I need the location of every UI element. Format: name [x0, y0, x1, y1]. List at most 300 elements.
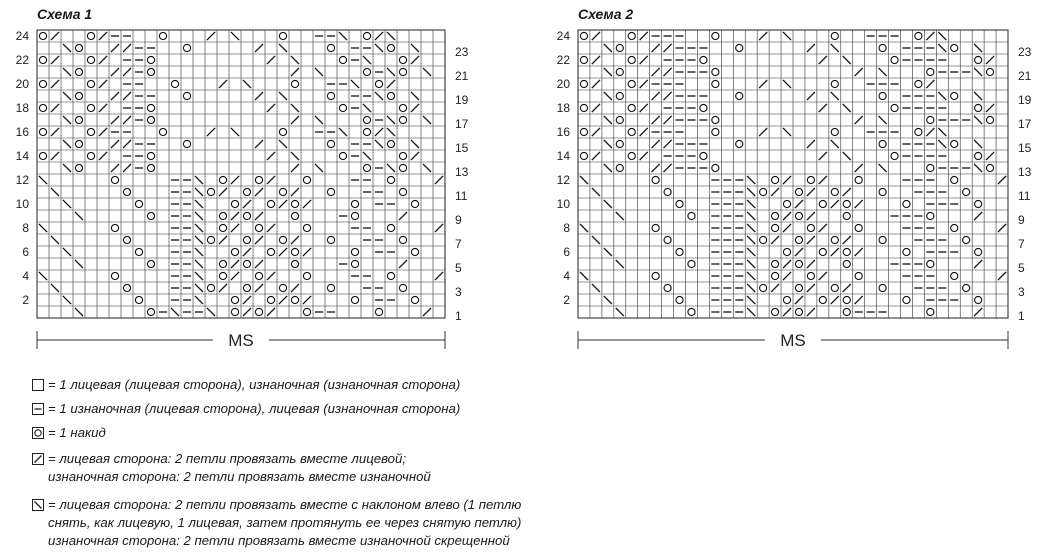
yarn-over-mark — [975, 152, 982, 159]
yarn-over-mark — [795, 284, 802, 291]
ssk-mark — [879, 68, 887, 76]
k2tog-mark — [592, 56, 600, 64]
yarn-over-mark — [843, 308, 850, 315]
k2tog-mark — [795, 296, 803, 304]
yarn-over-mark — [580, 32, 587, 39]
yarn-over-mark — [783, 200, 790, 207]
row-label-left: 14 — [556, 149, 570, 163]
ssk-mark — [783, 128, 791, 136]
row-label-right: 1 — [455, 309, 462, 323]
k2tog-mark — [855, 68, 863, 76]
ssk-mark — [831, 140, 839, 148]
row-label-right: 7 — [1018, 237, 1025, 251]
yarn-over-mark — [843, 212, 850, 219]
row-label-right: 5 — [455, 261, 462, 275]
yarn-over-mark — [831, 32, 838, 39]
repeat-label: MS — [228, 331, 254, 350]
k2tog-mark — [819, 152, 827, 160]
yarn-over-mark — [879, 44, 886, 51]
k2tog-mark — [795, 200, 803, 208]
ssk-mark — [580, 224, 588, 232]
k2tog-mark — [783, 272, 791, 280]
k2tog-mark — [819, 272, 827, 280]
k2tog-mark — [664, 116, 672, 124]
k2tog-mark — [986, 104, 994, 112]
knit-symbol-icon — [32, 379, 44, 391]
yarn-over-mark — [616, 140, 623, 147]
k2tog-mark — [807, 188, 815, 196]
row-label-right: 17 — [455, 117, 469, 131]
yarn-over-mark — [927, 164, 934, 171]
row-label-left: 6 — [22, 245, 29, 259]
ssk-mark — [747, 212, 755, 220]
row-label-left: 22 — [15, 53, 29, 67]
yarn-over-mark — [987, 68, 994, 75]
yarn-over-mark — [628, 128, 635, 135]
yarn-over-mark — [879, 188, 886, 195]
yarn-over-mark — [879, 140, 886, 147]
k2tog-mark — [998, 176, 1006, 184]
yarn-over-mark — [831, 128, 838, 135]
row-label-right: 5 — [1018, 261, 1025, 275]
yarn-over-mark — [580, 152, 587, 159]
yarn-over-mark — [772, 260, 779, 267]
k2tog-mark — [783, 176, 791, 184]
yarn-over-mark — [951, 176, 958, 183]
k2tog-mark — [640, 56, 648, 64]
yarn-over-mark — [927, 260, 934, 267]
row-label-left: 20 — [556, 77, 570, 91]
yarn-over-mark — [879, 92, 886, 99]
yarn-over-mark — [772, 212, 779, 219]
ssk-mark — [938, 44, 946, 52]
row-label-left: 6 — [563, 245, 570, 259]
legend-ssk-line-3: изнаночная сторона: 2 петли провязать вместе изнаночной скрещенной — [48, 533, 510, 548]
yarn-over-mark — [903, 200, 910, 207]
yarn-over-mark — [700, 56, 707, 63]
k2tog-mark — [807, 284, 815, 292]
yarn-over-mark — [616, 92, 623, 99]
ssk-mark — [974, 92, 982, 100]
row-label-right: 19 — [1018, 93, 1032, 107]
yarn-over-mark — [795, 308, 802, 315]
row-label-left: 12 — [15, 173, 29, 187]
yarn-over-mark — [628, 152, 635, 159]
yarn-over-mark — [891, 152, 898, 159]
k2tog-mark — [759, 128, 767, 136]
k2tog-mark — [783, 224, 791, 232]
k2tog-mark — [640, 152, 648, 160]
ssk-mark — [938, 140, 946, 148]
yarn-over-mark — [712, 32, 719, 39]
k2tog-mark — [783, 260, 791, 268]
ssk-mark — [783, 80, 791, 88]
k2tog-mark — [640, 32, 648, 40]
yarn-over-mark — [903, 296, 910, 303]
ssk-mark — [783, 32, 791, 40]
yarn-over-mark — [616, 44, 623, 51]
yarn-over-mark — [616, 68, 623, 75]
yarn-over-mark — [712, 128, 719, 135]
yarn-over-mark — [700, 152, 707, 159]
k2tog-mark — [855, 116, 863, 124]
row-label-left: 18 — [556, 101, 570, 115]
yarn-over-mark — [963, 236, 970, 243]
k2tog-mark — [807, 44, 815, 52]
stitch-cells — [578, 30, 1008, 318]
ssk-mark — [747, 284, 755, 292]
yarn-over-mark — [712, 80, 719, 87]
yarn-over-mark — [772, 224, 779, 231]
legend-yo-line-1: = 1 накид — [48, 425, 106, 440]
yarn-over-mark — [891, 56, 898, 63]
yarn-over-mark — [975, 104, 982, 111]
yarn-over-mark — [736, 44, 743, 51]
yarn-over-mark — [831, 236, 838, 243]
k2tog-mark — [831, 248, 839, 256]
legend-knit-line-1: = 1 лицевая (лицевая сторона), изнаночная (изнаночная сторона) — [48, 377, 461, 392]
yarn-over-mark — [712, 68, 719, 75]
yarn-over-mark — [915, 80, 922, 87]
k2tog-mark — [986, 152, 994, 160]
ssk-mark — [747, 176, 755, 184]
yarn-over-mark — [580, 56, 587, 63]
yarn-over-mark — [975, 248, 982, 255]
yarn-over-mark — [951, 140, 958, 147]
yarn-over-mark — [628, 80, 635, 87]
row-label-right: 3 — [455, 285, 462, 299]
row-label-left: 2 — [563, 293, 570, 307]
k2tog-mark — [771, 236, 779, 244]
ssk-mark — [592, 284, 600, 292]
row-label-right: 23 — [455, 45, 469, 59]
yarn-over-mark — [843, 248, 850, 255]
ssk-mark — [604, 164, 612, 172]
yarn-over-mark — [676, 200, 683, 207]
yarn-over-symbol-icon — [32, 427, 44, 439]
ssk-mark — [747, 296, 755, 304]
yarn-over-mark — [843, 296, 850, 303]
ssk-mark — [604, 200, 612, 208]
row-label-right: 13 — [1018, 165, 1032, 179]
row-label-left: 2 — [22, 293, 29, 307]
yarn-over-mark — [688, 260, 695, 267]
yarn-over-mark — [963, 188, 970, 195]
yarn-over-mark — [664, 236, 671, 243]
yarn-over-mark — [760, 284, 767, 291]
yarn-over-mark — [975, 296, 982, 303]
k2tog-mark — [664, 92, 672, 100]
ssk-mark — [747, 260, 755, 268]
ssk-mark — [938, 32, 946, 40]
k2tog-mark — [652, 44, 660, 52]
yarn-over-mark — [879, 236, 886, 243]
yarn-over-mark — [927, 212, 934, 219]
row-label-left: 4 — [563, 269, 570, 283]
yarn-over-mark — [951, 92, 958, 99]
ssk-mark — [580, 272, 588, 280]
yarn-over-mark — [783, 248, 790, 255]
ssk-mark — [747, 308, 755, 316]
k2tog-mark — [843, 284, 851, 292]
ssk-mark — [604, 140, 612, 148]
yarn-over-mark — [652, 272, 659, 279]
chart2-title: Схема 2 — [578, 6, 634, 22]
row-label-left: 18 — [15, 101, 29, 115]
yarn-over-mark — [831, 284, 838, 291]
row-label-right: 17 — [1018, 117, 1032, 131]
legend-ssk-line-1: = лицевая сторона: 2 петли провязать вместе с наклоном влево (1 петлю — [48, 497, 522, 512]
yarn-over-mark — [975, 56, 982, 63]
ssk-mark — [831, 92, 839, 100]
purl-symbol-icon — [32, 403, 44, 415]
yarn-over-mark — [760, 236, 767, 243]
k2tog-mark — [807, 212, 815, 220]
yarn-over-mark — [676, 296, 683, 303]
k2tog-mark — [640, 80, 648, 88]
row-label-left: 16 — [556, 125, 570, 139]
row-label-right: 13 — [455, 165, 469, 179]
ssk-mark — [604, 68, 612, 76]
k2tog-mark — [640, 104, 648, 112]
ssk-mark — [604, 296, 612, 304]
ssk-mark — [879, 164, 887, 172]
row-label-right: 23 — [1018, 45, 1032, 59]
row-label-left: 8 — [563, 221, 570, 235]
yarn-over-mark — [688, 212, 695, 219]
yarn-over-mark — [987, 116, 994, 123]
k2tog-mark — [783, 212, 791, 220]
yarn-over-mark — [819, 296, 826, 303]
yarn-over-mark — [807, 176, 814, 183]
k2tog-mark — [771, 284, 779, 292]
yarn-over-mark — [915, 128, 922, 135]
yarn-over-mark — [855, 272, 862, 279]
k2tog-mark — [855, 200, 863, 208]
k2tog-mark — [592, 104, 600, 112]
k2tog-mark — [664, 68, 672, 76]
ssk-symbol-icon — [32, 499, 44, 511]
row-label-left: 20 — [15, 77, 29, 91]
ssk-mark — [974, 116, 982, 124]
row-label-right: 1 — [1018, 309, 1025, 323]
ssk-mark — [879, 116, 887, 124]
k2tog-mark — [986, 56, 994, 64]
yarn-over-mark — [676, 248, 683, 255]
k2tog-mark — [807, 92, 815, 100]
row-label-left: 10 — [15, 197, 29, 211]
ssk-mark — [747, 224, 755, 232]
yarn-over-mark — [736, 92, 743, 99]
k2tog-mark — [843, 188, 851, 196]
ssk-mark — [843, 56, 851, 64]
row-label-right: 9 — [1018, 213, 1025, 227]
k2tog-symbol-icon — [32, 453, 44, 465]
k2tog-mark — [807, 308, 815, 316]
k2tog-mark — [795, 248, 803, 256]
yarn-over-mark — [616, 164, 623, 171]
yarn-over-mark — [580, 80, 587, 87]
row-label-left: 4 — [22, 269, 29, 283]
ssk-mark — [974, 68, 982, 76]
yarn-over-mark — [783, 296, 790, 303]
row-label-right: 15 — [1018, 141, 1032, 155]
row-label-right: 11 — [1018, 189, 1031, 203]
repeat-label: MS — [780, 331, 806, 350]
k2tog-mark — [855, 296, 863, 304]
yarn-over-mark — [819, 248, 826, 255]
yarn-over-mark — [795, 212, 802, 219]
ssk-mark — [747, 248, 755, 256]
k2tog-mark — [974, 260, 982, 268]
ssk-mark — [592, 236, 600, 244]
yarn-over-mark — [831, 188, 838, 195]
k2tog-mark — [652, 92, 660, 100]
yarn-over-mark — [628, 104, 635, 111]
k2tog-mark — [831, 200, 839, 208]
yarn-over-mark — [819, 200, 826, 207]
yarn-over-mark — [795, 188, 802, 195]
yarn-over-mark — [795, 260, 802, 267]
yarn-over-mark — [772, 308, 779, 315]
yarn-over-mark — [831, 80, 838, 87]
legend-k2tog-line-2: изнаночная сторона: 2 петли провязать вместе изнаночной — [48, 469, 431, 484]
yarn-over-mark — [927, 308, 934, 315]
yarn-over-mark — [807, 224, 814, 231]
row-label-right: 11 — [455, 189, 468, 203]
yarn-over-mark — [963, 284, 970, 291]
row-label-right: 9 — [455, 213, 462, 227]
yarn-over-mark — [652, 176, 659, 183]
ssk-mark — [938, 92, 946, 100]
yarn-over-mark — [975, 200, 982, 207]
k2tog-mark — [819, 224, 827, 232]
k2tog-mark — [998, 224, 1006, 232]
yarn-over-mark — [951, 44, 958, 51]
ssk-mark — [938, 128, 946, 136]
ssk-mark — [604, 116, 612, 124]
k2tog-mark — [664, 164, 672, 172]
k2tog-mark — [819, 176, 827, 184]
k2tog-mark — [819, 56, 827, 64]
ssk-mark — [974, 140, 982, 148]
k2tog-mark — [843, 236, 851, 244]
k2tog-mark — [855, 164, 863, 172]
k2tog-mark — [759, 80, 767, 88]
ssk-mark — [604, 44, 612, 52]
k2tog-mark — [974, 308, 982, 316]
yarn-over-mark — [807, 272, 814, 279]
ssk-mark — [616, 212, 624, 220]
k2tog-mark — [783, 308, 791, 316]
legend-purl-line-1: = 1 изнаночная (лицевая сторона), лицевая (изнаночная сторона) — [48, 401, 461, 416]
ssk-mark — [747, 272, 755, 280]
k2tog-mark — [926, 80, 934, 88]
yarn-over-mark — [855, 176, 862, 183]
ssk-mark — [747, 236, 755, 244]
k2tog-mark — [652, 116, 660, 124]
ssk-mark — [747, 200, 755, 208]
yarn-over-mark — [951, 224, 958, 231]
yarn-over-mark — [772, 176, 779, 183]
yarn-over-mark — [628, 32, 635, 39]
ssk-mark — [604, 92, 612, 100]
chart1-title: Схема 1 — [37, 6, 93, 22]
yarn-over-mark — [712, 116, 719, 123]
k2tog-mark — [592, 128, 600, 136]
legend-k2tog-line-1: = лицевая сторона: 2 петли провязать вместе лицевой; — [48, 451, 407, 466]
k2tog-mark — [831, 296, 839, 304]
k2tog-mark — [771, 188, 779, 196]
k2tog-mark — [592, 152, 600, 160]
ssk-mark — [974, 164, 982, 172]
yarn-over-mark — [700, 104, 707, 111]
yarn-over-mark — [772, 272, 779, 279]
row-label-right: 21 — [1018, 69, 1032, 83]
k2tog-mark — [592, 80, 600, 88]
yarn-over-mark — [927, 116, 934, 123]
row-label-right: 7 — [455, 237, 462, 251]
ssk-mark — [831, 44, 839, 52]
row-label-left: 8 — [22, 221, 29, 235]
k2tog-mark — [652, 140, 660, 148]
yarn-over-mark — [580, 128, 587, 135]
k2tog-mark — [855, 248, 863, 256]
legend-ssk-line-2: снять, как лицевую, 1 лицевая, затем протянуть ее через снятую петлю) — [48, 515, 522, 530]
yarn-over-mark — [736, 140, 743, 147]
row-label-left: 24 — [15, 29, 29, 43]
yarn-over-mark — [891, 104, 898, 111]
yarn-over-mark — [628, 56, 635, 63]
ssk-mark — [616, 308, 624, 316]
yarn-over-mark — [688, 308, 695, 315]
k2tog-mark — [807, 140, 815, 148]
row-label-right: 21 — [455, 69, 469, 83]
k2tog-mark — [807, 236, 815, 244]
yarn-over-mark — [616, 116, 623, 123]
yarn-over-mark — [879, 284, 886, 291]
k2tog-mark — [819, 104, 827, 112]
yarn-over-mark — [652, 224, 659, 231]
k2tog-mark — [807, 260, 815, 268]
k2tog-mark — [592, 32, 600, 40]
yarn-over-mark — [712, 164, 719, 171]
ssk-mark — [592, 188, 600, 196]
yarn-over-mark — [664, 188, 671, 195]
row-label-right: 15 — [455, 141, 469, 155]
yarn-over-mark — [795, 236, 802, 243]
yarn-over-mark — [855, 224, 862, 231]
yarn-over-mark — [580, 104, 587, 111]
ssk-mark — [843, 104, 851, 112]
k2tog-mark — [664, 140, 672, 148]
row-label-left: 22 — [556, 53, 570, 67]
k2tog-mark — [664, 44, 672, 52]
k2tog-mark — [759, 32, 767, 40]
row-label-left: 14 — [15, 149, 29, 163]
row-label-left: 24 — [556, 29, 570, 43]
yarn-over-mark — [760, 188, 767, 195]
ssk-mark — [974, 44, 982, 52]
row-label-right: 19 — [455, 93, 469, 107]
row-label-right: 3 — [1018, 285, 1025, 299]
row-label-left: 12 — [556, 173, 570, 187]
yarn-over-mark — [664, 284, 671, 291]
k2tog-mark — [926, 128, 934, 136]
k2tog-mark — [974, 212, 982, 220]
row-label-left: 16 — [15, 125, 29, 139]
yarn-over-mark — [951, 272, 958, 279]
